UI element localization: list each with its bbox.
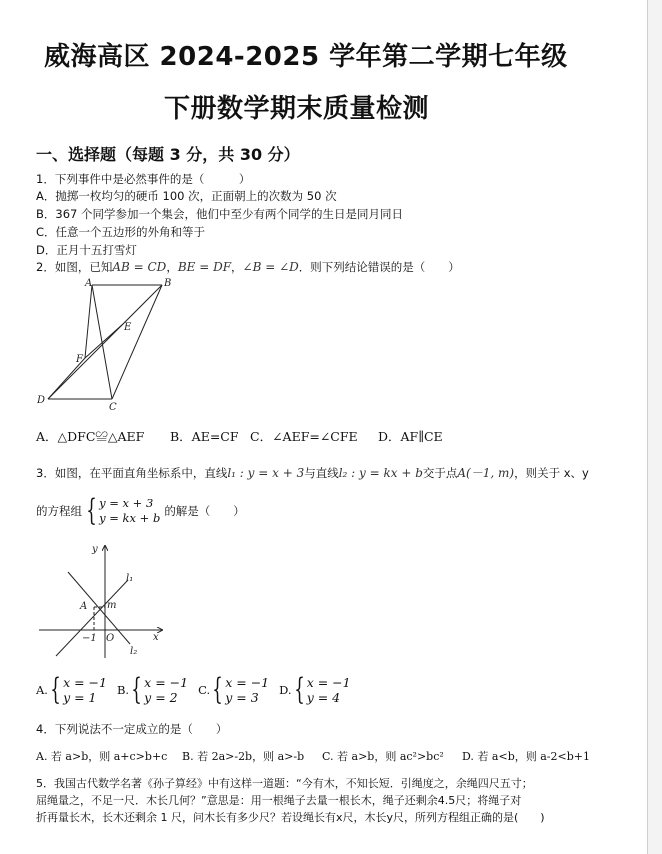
label-m: m (107, 600, 117, 611)
q3-option-c-x: x = −1 (225, 675, 270, 690)
q3-option-a-y: y = 1 (63, 690, 97, 705)
q3-option-a (36, 672, 107, 707)
q3-option-a-label: A. (36, 683, 48, 697)
q3-option-d-x: x = −1 (306, 675, 351, 690)
label-f: F (76, 354, 83, 365)
q3-stem (36, 464, 589, 481)
section-heading: 一、选择题（每题 3 分，共 30 分） (36, 145, 300, 164)
label-d: D (37, 395, 46, 406)
segment-bc (112, 285, 162, 399)
label-y-axis: y (92, 544, 98, 555)
q3-mid-1: 与直线 (304, 466, 339, 480)
q2-option-d: D．AF∥CE (378, 429, 443, 444)
segment-af (92, 285, 112, 399)
right-edge-scrollbar[interactable] (647, 0, 662, 854)
q3-option-d (279, 672, 351, 707)
brace-icon: { (50, 672, 61, 707)
q5-line-3: 折再量长木，长木还剩余 1 尺，问木长有多少尺？若设绳长有x尺，木长y尺，所列方程组正确的是( ) (36, 811, 545, 824)
q3-option-c (198, 672, 270, 707)
q3-system-line (36, 493, 245, 528)
q1-option-d: D．正月十五打雪灯 (36, 243, 137, 257)
label-c: C (109, 402, 117, 413)
q5-line-2: 屈绳量之，不足一尺．木长几何？”意思是：用一根绳子去量一根长木，绳子还剩余4.5尺；将绳子对 (36, 794, 522, 807)
q3-line-1-equation: l₁ : y = x + 3 (227, 466, 305, 480)
q2-stem (36, 259, 460, 275)
q2-condition-3: ∠B = ∠D (242, 260, 299, 274)
q3-option-b (116, 672, 189, 707)
label-x-axis: x (153, 632, 159, 643)
brace-icon: { (131, 672, 142, 707)
q2-option-a: A．△DFC≌△AEF (36, 429, 145, 444)
q2-condition-1: AB = CD (112, 260, 167, 274)
q3-second-start: 的方程组 (36, 504, 82, 518)
q2-figure (30, 276, 190, 416)
title-line-2: 下册数学期末质量检测 (164, 94, 430, 124)
label-a-point: A (80, 601, 88, 612)
q3-figure (34, 540, 174, 662)
q3-option-d-y: y = 4 (306, 690, 341, 705)
q1-stem: 1．下列事件中是必然事件的是（ ） (36, 172, 251, 186)
q3-stem-end: ，则关于 x、y (514, 466, 589, 480)
label-e: E (124, 322, 132, 333)
q3-option-b-label: B. (116, 683, 130, 697)
q3-option-c-label: C. (198, 683, 211, 697)
q2-stem-start: 2．如图，已知 (36, 260, 113, 274)
q5-line-1: 5．我国古代数学名著《孙子算经》中有这样一道题：“今有木，不知长短．引绳度之，余绳四尺五寸； (36, 777, 533, 790)
segment-bd (48, 285, 162, 399)
q3-system-row-2: y = kx + b (99, 511, 161, 525)
q2-separator-1: ， (166, 260, 178, 274)
q3-system-row-1: y = x + 3 (99, 496, 154, 510)
q1-option-c: C．任意一个五边形的外角和等于 (36, 225, 206, 239)
q3-option-c-y: y = 3 (225, 690, 259, 705)
label-a: A (85, 278, 93, 289)
label-origin: O (106, 633, 115, 644)
q3-option-d-label: D. (279, 683, 292, 697)
q1-option-a: A．抛掷一枚均匀的硬币 100 次，正面朝上的次数为 50 次 (36, 189, 337, 203)
q3-second-end: 的解是（ ） (164, 504, 245, 518)
q2-separator-2: ， (231, 260, 243, 274)
q3-line-2-equation: l₂ : y = kx + b (338, 466, 423, 480)
q3-option-b-y: y = 2 (144, 690, 178, 705)
q3-point-a: A(－1, m) (457, 466, 515, 480)
label-l1: l₁ (126, 573, 134, 584)
label-neg-one: −1 (82, 633, 97, 644)
q2-option-c: C．∠AEF=∠CFE (250, 429, 358, 444)
q3-option-a-x: x = −1 (63, 675, 107, 690)
q3-equation-system (84, 493, 161, 528)
q4-option-b: B. 若 2a>-2b，则 a>-b (182, 750, 305, 763)
q1-option-b: B．367 个同学参加一个集会，他们中至少有两个同学的生日是同月同日 (36, 207, 403, 221)
brace-icon: { (212, 672, 223, 707)
label-b: B (164, 278, 172, 289)
q3-stem-start: 3．如图，在平面直角坐标系中，直线 (36, 466, 228, 480)
q3-option-b-x: x = −1 (144, 675, 189, 690)
q3-options (36, 672, 351, 707)
q4-stem: 4．下列说法不一定成立的是（ ） (36, 722, 228, 736)
q2-option-b: B．AE=CF (170, 429, 239, 444)
q3-mid-2: 交于点 (422, 466, 458, 480)
segment-ad (85, 285, 92, 358)
line-l1 (56, 580, 128, 656)
q4-option-a: A. 若 a>b，则 a+c>b+c (36, 750, 168, 763)
q4-option-c: C. 若 a>b，则 ac²>bc² (322, 750, 444, 763)
q2-condition-2: BE = DF (177, 260, 232, 274)
label-l2: l₂ (130, 646, 138, 657)
q2-stem-end: ．则下列结论错误的是（ ） (298, 260, 460, 274)
brace-icon: { (86, 493, 97, 528)
q4-option-d: D. 若 a<b，则 a-2<b+1 (462, 750, 590, 763)
brace-icon: { (293, 672, 305, 707)
title-line-1: 威海高区 2024-2025 学年第二学期七年级 (44, 42, 568, 72)
